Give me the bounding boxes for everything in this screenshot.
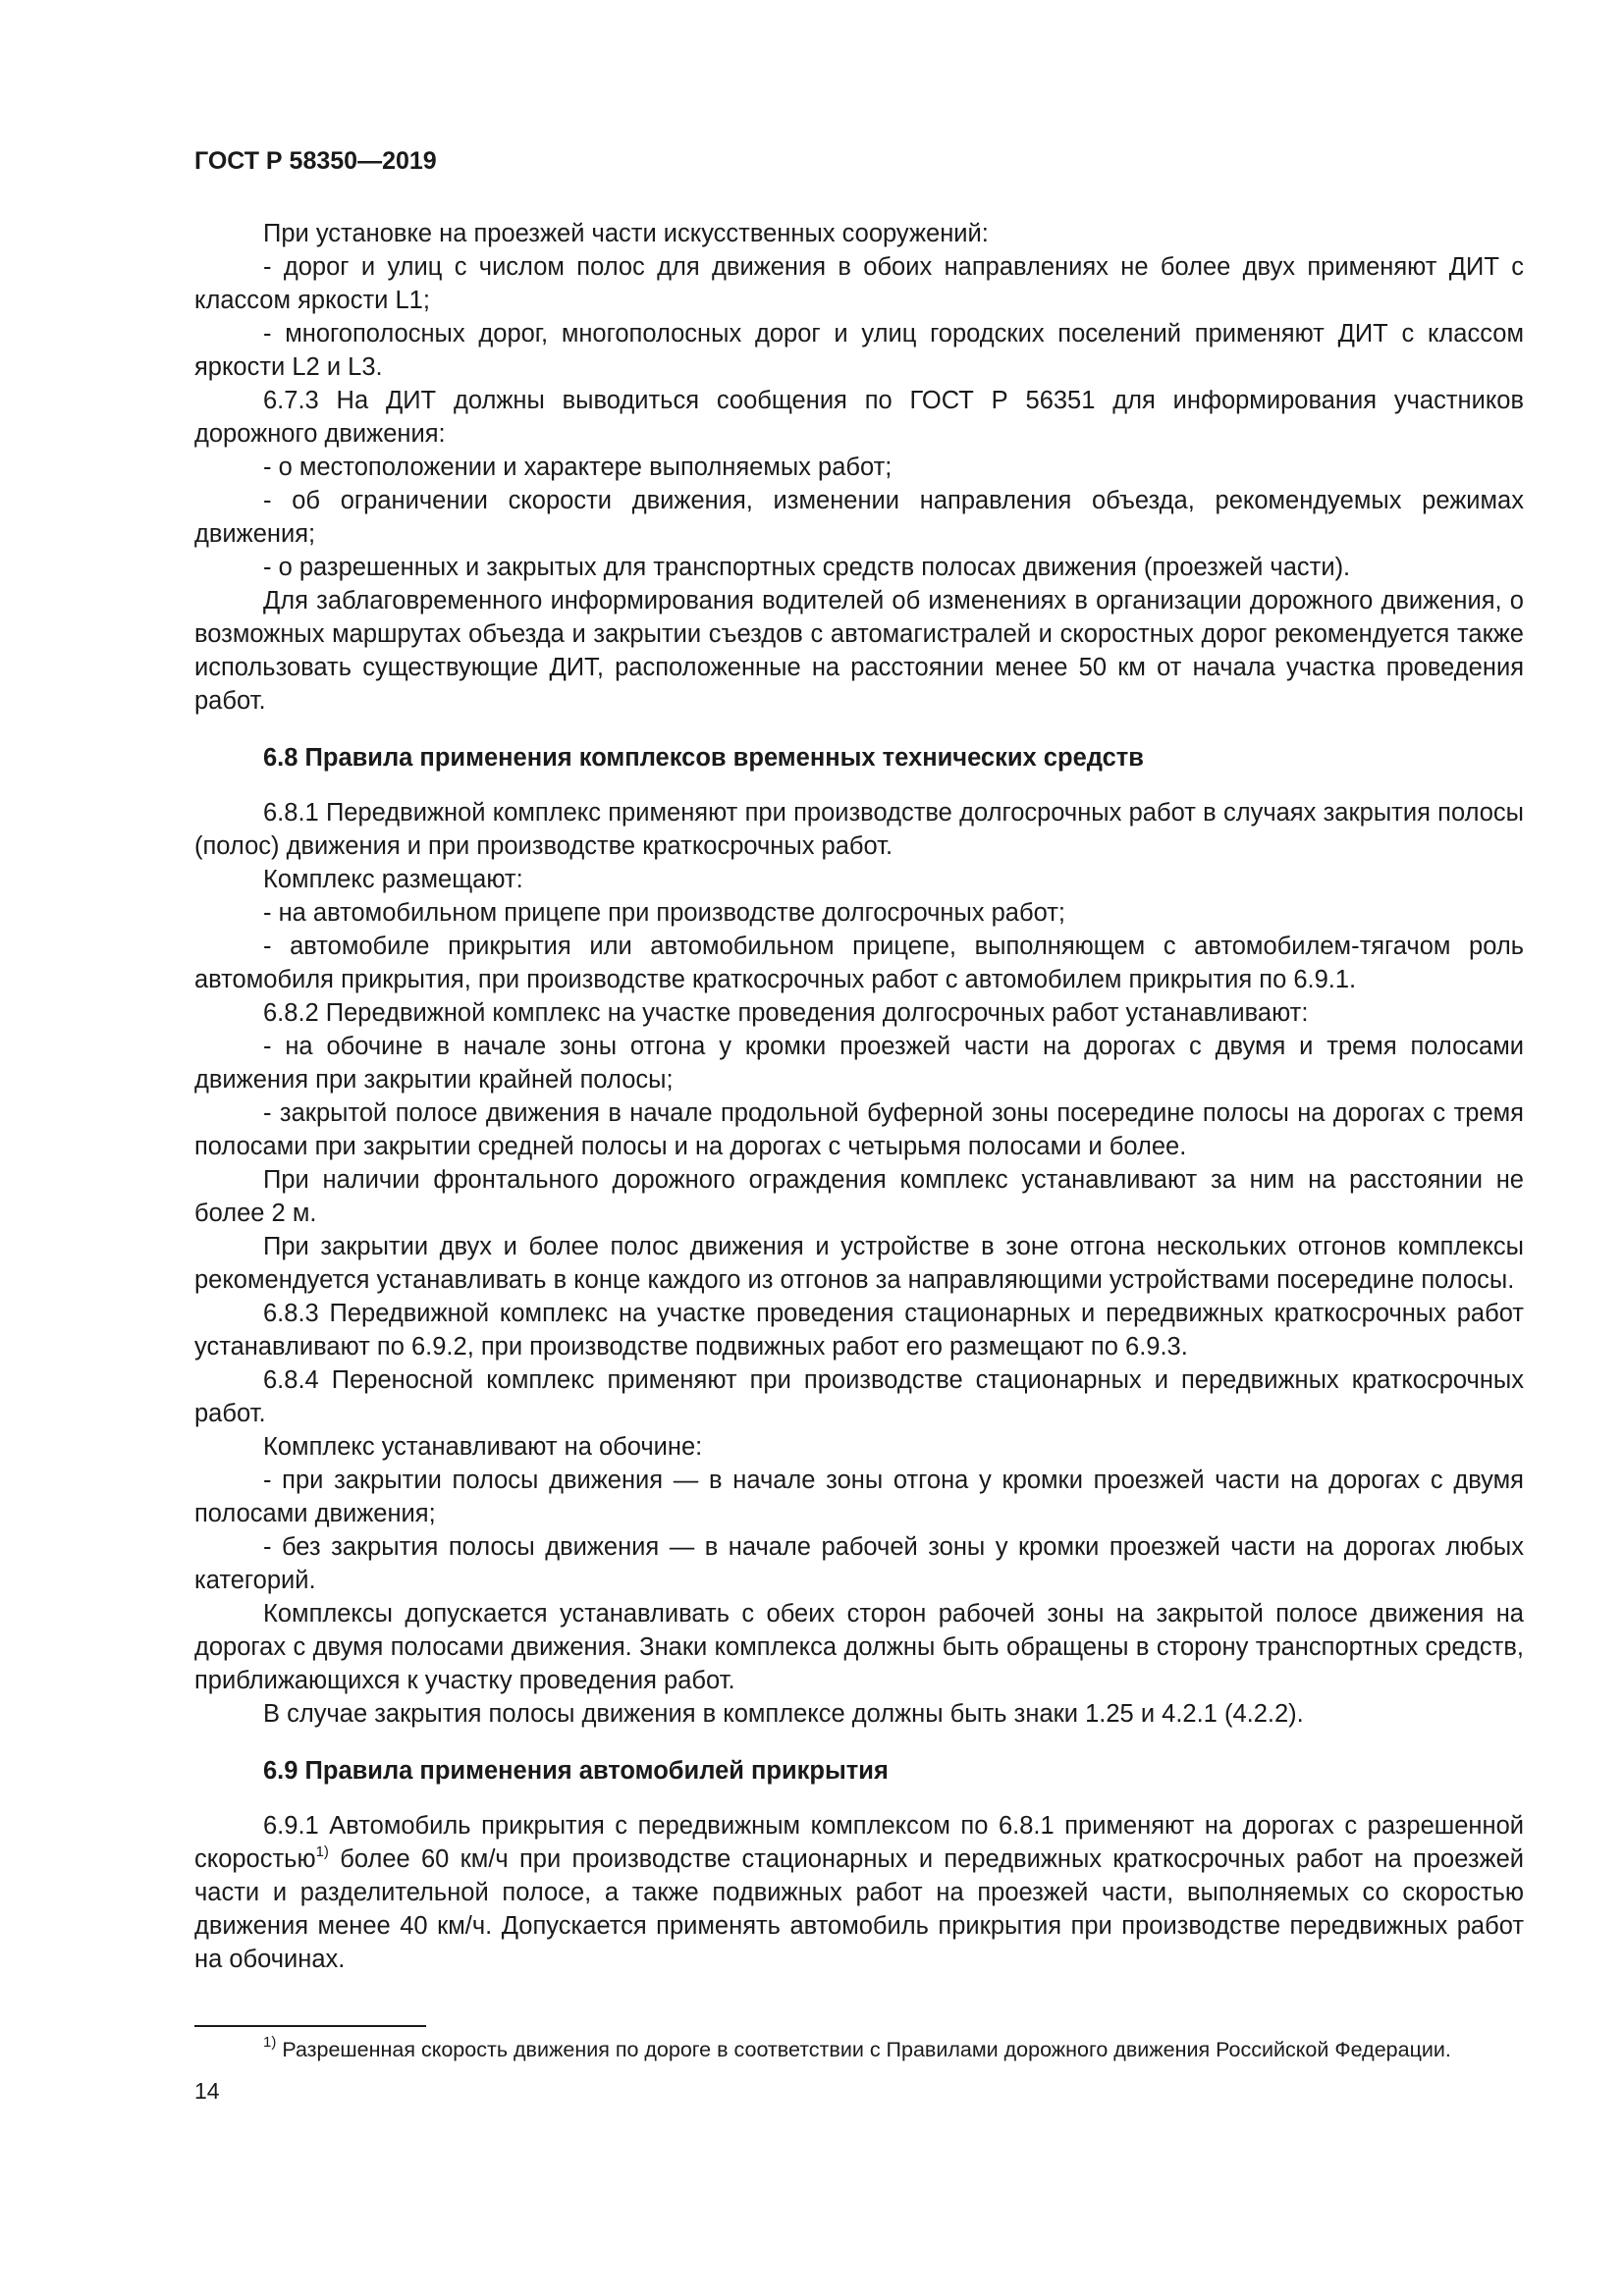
footnote-text: Разрешенная скорость движения по дороге в соответствии с Правилами дорожного движения Российской Федерации. [276, 2038, 1451, 2061]
paragraph: Для заблаговременного информирования водителей об изменениях в организации дорожного движения, о возможных маршрутах объезда и закрытии съездов с автомагистралей и скоростных дорог рекомендуется также использовать существующие ДИТ, расположенные на расстоянии менее 50 км от начала участка проведения работ. [194, 587, 1524, 715]
paragraph: 6.8.3 Передвижной комплекс на участке проведения стационарных и передвижных краткосрочных работ устанавливают по 6.9.2, при производстве подвижных работ его размещают по 6.9.3. [194, 1300, 1524, 1361]
paragraph: 6.8.2 Передвижной комплекс на участке проведения долгосрочных работ устанавливают: [263, 999, 1309, 1027]
paragraph-6-9-1 [194, 1809, 1524, 1976]
paragraph: 6.8.1 Передвижной комплекс применяют при производстве долгосрочных работ в случаях закрытия полосы (полос) движения и при производстве краткосрочных работ. [194, 799, 1524, 860]
list-item: - многополосных дорог, многополосных дорог и улиц городских поселений применяют ДИТ с классом яркости L2 и L3. [194, 320, 1524, 381]
paragraph: Комплекс устанавливают на обочине: [263, 1433, 703, 1461]
list-item: - о местоположении и характере выполняемых работ; [263, 454, 893, 481]
paragraph: Комплекс размещают: [263, 866, 523, 893]
paragraph: В случае закрытия полосы движения в комплексе должны быть знаки 1.25 и 4.2.1 (4.2.2). [263, 1700, 1304, 1728]
document-page [194, 147, 1524, 2105]
page-number: 14 [194, 2078, 220, 2104]
paragraph-text: 6.9.1 Автомобиль прикрытия с передвижным комплексом по 6.8.1 применяют на дорогах с разрешенной скоростью [194, 1812, 1524, 1873]
footnote [194, 2035, 1524, 2064]
paragraph: При закрытии двух и более полос движения и устройстве в зоне отгона нескольких отгонов комплексы рекомендуется устанавливать в конце каждого из отгонов за направляющими устройствами посередине полосы. [194, 1233, 1524, 1294]
list-item: - без закрытия полосы движения — в начале рабочей зоны у кромки проезжей части на дорогах любых категорий. [194, 1533, 1524, 1594]
list-item: - закрытой полосе движения в начале продольной буферной зоны посередине полосы на дорогах с тремя полосами при закрытии средней полосы и на дорогах с четырьмя полосами и более. [194, 1099, 1524, 1160]
list-item: - об ограничении скорости движения, изменении направления объезда, рекомендуемых режимах движения; [194, 487, 1524, 548]
paragraph: 6.8.4 Переносной комплекс применяют при производстве стационарных и передвижных краткосрочных работ. [194, 1366, 1524, 1427]
list-item: - при закрытии полосы движения — в начале зоны отгона у кромки проезжей части на дорогах с двумя полосами движения; [194, 1467, 1524, 1527]
list-item: - на автомобильном прицепе при производстве долгосрочных работ; [263, 899, 1065, 927]
footnote-reference: 1) [315, 1842, 329, 1860]
list-item: - автомобиле прикрытия или автомобильном прицепе, выполняющем с автомобилем-тягачом роль автомобиля прикрытия, при производстве краткосрочных работ с автомобилем прикрытия по 6.9.1. [194, 933, 1524, 993]
paragraph: 6.7.3 На ДИТ должны выводиться сообщения по ГОСТ Р 56351 для информирования участников дорожного движения: [194, 387, 1524, 448]
section-heading-6-8: 6.8 Правила применения комплексов временных технических средств [263, 744, 1144, 772]
footnote-divider [194, 2025, 426, 2027]
paragraph-text: более 60 км/ч при производстве стационарных и передвижных краткосрочных работ на проезжей части и разделительной полосе, а также подвижных работ на проезжей части, выполняемых со скоростью движения менее 40 км/ч. Допускается применять автомобиль прикрытия при производстве передвижных работ на обочинах. [194, 1845, 1524, 1973]
paragraph: При установке на проезжей части искусственных сооружений: [263, 220, 989, 247]
list-item: - о разрешенных и закрытых для транспортных средств полосах движения (проезжей части). [263, 554, 1351, 581]
paragraph: При наличии фронтального дорожного ограждения комплекс устанавливают за ним на расстоянии не более 2 м. [194, 1166, 1524, 1227]
section-heading-6-9: 6.9 Правила применения автомобилей прикрытия [263, 1757, 889, 1785]
list-item: - дорог и улиц с числом полос для движения в обоих направлениях не более двух применяют ДИТ с классом яркости L1; [194, 253, 1524, 314]
paragraph: Комплексы допускается устанавливать с обеих сторон рабочей зоны на закрытой полосе движения на дорогах с двумя полосами движения. Знаки комплекса должны быть обращены в сторону транспортных средств, приближающихся к участку проведения работ. [194, 1600, 1524, 1694]
list-item: - на обочине в начале зоны отгона у кромки проезжей части на дорогах с двумя и тремя полосами движения при закрытии крайней полосы; [194, 1033, 1524, 1094]
document-header: ГОСТ Р 58350—2019 [194, 147, 437, 175]
footnote-marker: 1) [263, 2033, 277, 2051]
